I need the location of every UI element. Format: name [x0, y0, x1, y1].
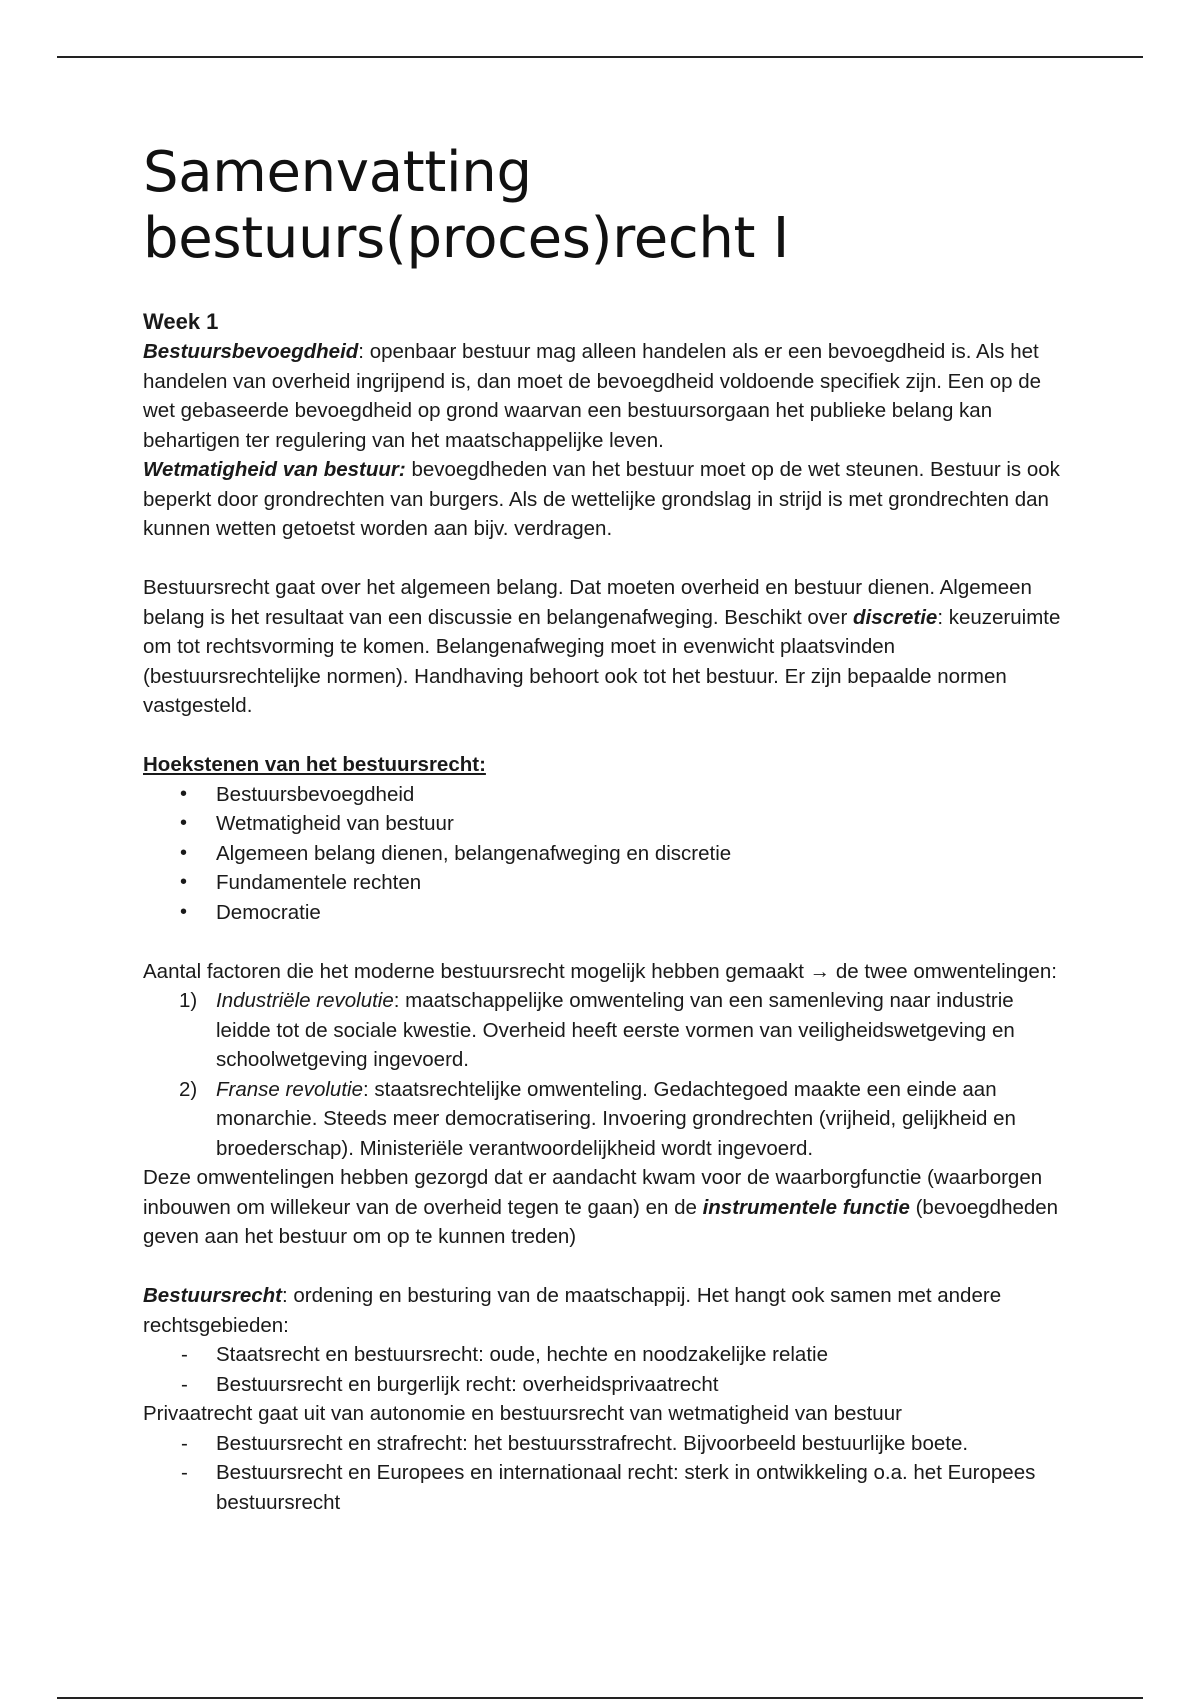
term-industriele-revolutie: Industriële revolutie	[216, 989, 394, 1012]
paragraph-text: : openbaar bestuur mag alleen handelen als er een bevoegdheid is. Als het handelen van overheid ingrijpend is, dan moet de bevoegdheid voldoende specifiek zijn. Een op de wet gebaseerde bevoegdheid op grond waarvan een bestuursorgaan het publieke belang kan behartigen ter regulering van het maatschappelijke leven.	[143, 340, 1042, 452]
list-item: • Algemeen belang dienen, belangenafweging en discretie	[143, 839, 1063, 869]
related-law-list-b	[143, 1429, 1063, 1518]
paragraph-bestuursrecht	[143, 1281, 1063, 1340]
list-number: 1)	[179, 989, 198, 1012]
factors-intro: Aantal factoren die het moderne bestuursrecht mogelijk hebben gemaakt → de twee omwentelingen:	[143, 959, 1057, 983]
paragraph-algemeen-belang	[143, 573, 1063, 721]
paragraph-text: : keuzeruimte om tot rechtsvorming te komen. Belangenafweging moet in evenwicht plaatsvinden (bestuursrechtelijke normen). Handhaving behoort ook tot het bestuur. Er zijn bepaalde normen vastgesteld.	[143, 605, 1061, 717]
list-item	[143, 1075, 1063, 1164]
header-rule	[57, 56, 1143, 58]
term-wetmatigheid: Wetmatigheid van bestuur:	[143, 458, 406, 481]
list-item: • Democratie	[143, 898, 1063, 928]
list-item: • Bestuursbevoegdheid	[143, 780, 1063, 810]
list-item: • Wetmatigheid van bestuur	[143, 809, 1063, 839]
week-heading: Week 1	[143, 309, 219, 334]
list-item: - Staatsrecht en bestuursrecht: oude, hechte en noodzakelijke relatie	[143, 1340, 1063, 1370]
cornerstones-list	[143, 780, 1063, 928]
paragraph-wetmatigheid	[143, 455, 1063, 544]
paragraph-text: bevoegdheden van het bestuur moet op de wet steunen. Bestuur is ook beperkt door grondrechten van burgers. Als de wettelijke grondslag in strijd is met grondrechten dan kunnen wetten getoetst worden aan bijv. verdragen.	[143, 458, 1060, 540]
list-item: - Bestuursrecht en strafrecht: het bestuursstrafrecht. Bijvoorbeeld bestuurlijke boete.	[143, 1429, 1063, 1459]
related-law-list-a	[143, 1340, 1063, 1399]
paragraph-text: (bevoegdheden geven aan het bestuur om op te kunnen treden)	[143, 1195, 1059, 1248]
document-body	[143, 140, 1063, 1517]
footer-rule	[57, 1697, 1143, 1699]
title-line-2: bestuurs(proces)recht I	[143, 206, 789, 271]
list-text: : maatschappelijke omwenteling van een samenleving naar industrie leidde tot de sociale kwestie. Overheid heeft eerste vormen van veiligheidswetgeving en schoolwetgeving ingevoerd.	[216, 989, 1015, 1071]
term-instrumentele-functie: instrumentele functie	[702, 1195, 910, 1219]
list-text: : staatsrechtelijke omwenteling. Gedachtegoed maakte een einde aan monarchie. Steeds meer democratisering. Invoering grondrechten (vrijheid, gelijkheid en broederschap). Ministeriële verantwoordelijkheid wordt ingevoerd.	[216, 1077, 1016, 1160]
term-discretie: discretie	[852, 605, 938, 629]
privaatrecht-note: Privaatrecht gaat uit van autonomie en bestuursrecht van wetmatigheid van bestuur	[143, 1402, 902, 1425]
paragraph-text: Bestuursrecht gaat over het algemeen belang. Dat moeten overheid en bestuur dienen. Algemeen belang is het resultaat van een discussie en belangenafweging. Beschikt over	[143, 576, 1032, 629]
term-franse-revolutie: Franse revolutie	[216, 1077, 363, 1101]
paragraph-text: Deze omwentelingen hebben gezorgd dat er aandacht kwam voor de waarborgfunctie (waarborgen inbouwen om willekeur van de overheid tegen te gaan) en de	[143, 1166, 1043, 1219]
document-title	[143, 140, 1063, 272]
paragraph-text: : ordening en besturing van de maatschappij. Het hangt ook samen met andere rechtsgebieden:	[143, 1284, 1002, 1337]
list-item	[143, 986, 1063, 1075]
list-item: - Bestuursrecht en burgerlijk recht: overheidsprivaatrecht	[143, 1370, 1063, 1400]
paragraph-bestuursbevoegdheid	[143, 337, 1063, 455]
factors-outro	[143, 1163, 1063, 1252]
cornerstones-heading: Hoekstenen van het bestuursrecht:	[143, 753, 486, 776]
list-number: 2)	[179, 1077, 198, 1101]
term-bestuursrecht: Bestuursrecht	[143, 1284, 282, 1307]
title-line-1: Samenvatting	[143, 140, 532, 205]
revolutions-list	[143, 986, 1063, 1163]
term-bestuursbevoegdheid: Bestuursbevoegdheid	[143, 340, 359, 363]
list-item: • Fundamentele rechten	[143, 868, 1063, 898]
list-item: - Bestuursrecht en Europees en internationaal recht: sterk in ontwikkeling o.a. het Europees bestuursrecht	[143, 1458, 1063, 1517]
